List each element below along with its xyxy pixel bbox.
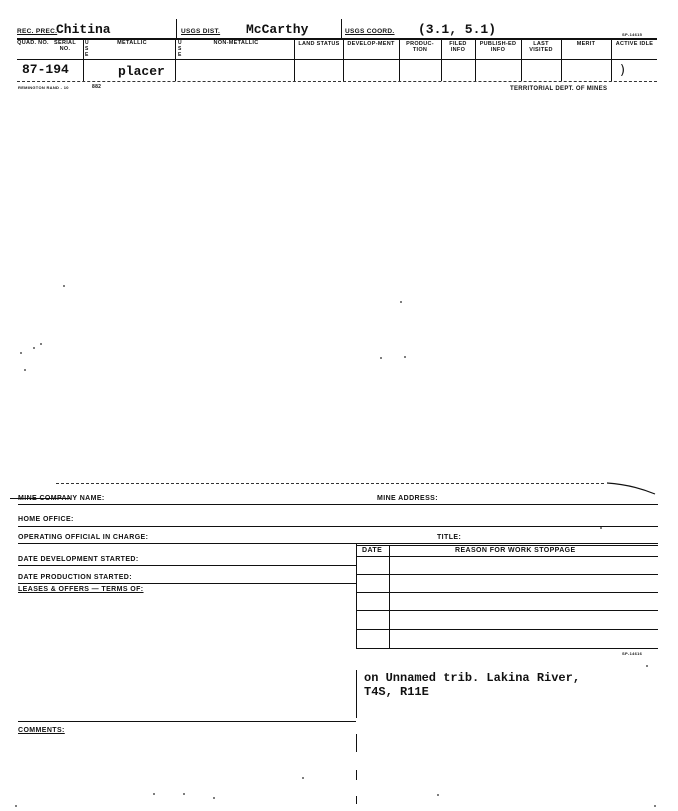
operating-official-label: OPERATING OFFICIAL IN CHARGE: [18, 534, 149, 541]
col-nonmetallic: NON-METALLIC [213, 40, 259, 46]
card-footer-left: REMINGTON RAND - 10 [18, 85, 69, 90]
title-label: TITLE: [437, 534, 462, 541]
col-development: DEVELOP-MENT [347, 41, 395, 47]
card-footer-right: TERRITORIAL DEPT. OF MINES [510, 86, 608, 92]
company-name-label: MINE COMPANY NAME: [18, 495, 105, 502]
col-last-visited: LAST VISITED [529, 41, 553, 53]
usgs-dist-label: USGS DIST. [181, 28, 221, 35]
usgs-dist-value: McCarthy [246, 22, 309, 37]
date-prod-label: DATE PRODUCTION STARTED: [18, 574, 132, 581]
curl-mark [605, 482, 657, 496]
home-office-label: HOME OFFICE: [18, 516, 74, 523]
rec-prec-label: REC. PREC. [17, 28, 58, 35]
location-line-2: T4S, R11E [364, 685, 429, 699]
usgs-coord-label: USGS COORD. [345, 28, 395, 35]
date-dev-label: DATE DEVELOPMENT STARTED: [18, 556, 139, 563]
col-use-2: U S E [178, 40, 182, 58]
reason-col-label: REASON FOR WORK STOPPAGE [455, 547, 576, 554]
usgs-coord-value: (3.1, 5.1) [418, 22, 497, 37]
row-metallic: placer [118, 64, 165, 79]
location-line-1: on Unnamed trib. Lakina River, [364, 671, 581, 685]
lower-form [0, 470, 678, 811]
comments-label: COMMENTS: [18, 727, 65, 734]
col-production: PRODUC-TION [406, 41, 434, 53]
leases-label: LEASES & OFFERS — TERMS OF: [18, 586, 144, 593]
col-metallic: METALLIC [117, 40, 147, 46]
mine-address-label: MINE ADDRESS: [377, 495, 438, 502]
col-active-idle: ACTIVE IDLE [615, 41, 654, 47]
col-merit: MERIT [576, 41, 596, 47]
col-quad: QUAD. NO. [17, 40, 49, 46]
col-use-1: U S E [85, 40, 89, 58]
rec-prec-value: Chitina [56, 22, 111, 37]
top-card [0, 0, 678, 100]
row-quad-serial: 87-194 [22, 62, 69, 77]
col-serial: SERIAL NO. [54, 40, 76, 52]
card-form-number: SP-14615 [622, 32, 643, 37]
col-land-status: LAND STATUS [298, 41, 340, 47]
col-filed-info: FILED INFO [449, 41, 467, 53]
col-published-info: PUBLISH-ED INFO [479, 41, 517, 53]
card-footer-code: 882 [92, 84, 102, 90]
active-idle-mark: ) [620, 63, 626, 78]
date-col-label: DATE [362, 547, 383, 554]
form-number: SP-14616 [622, 651, 643, 656]
